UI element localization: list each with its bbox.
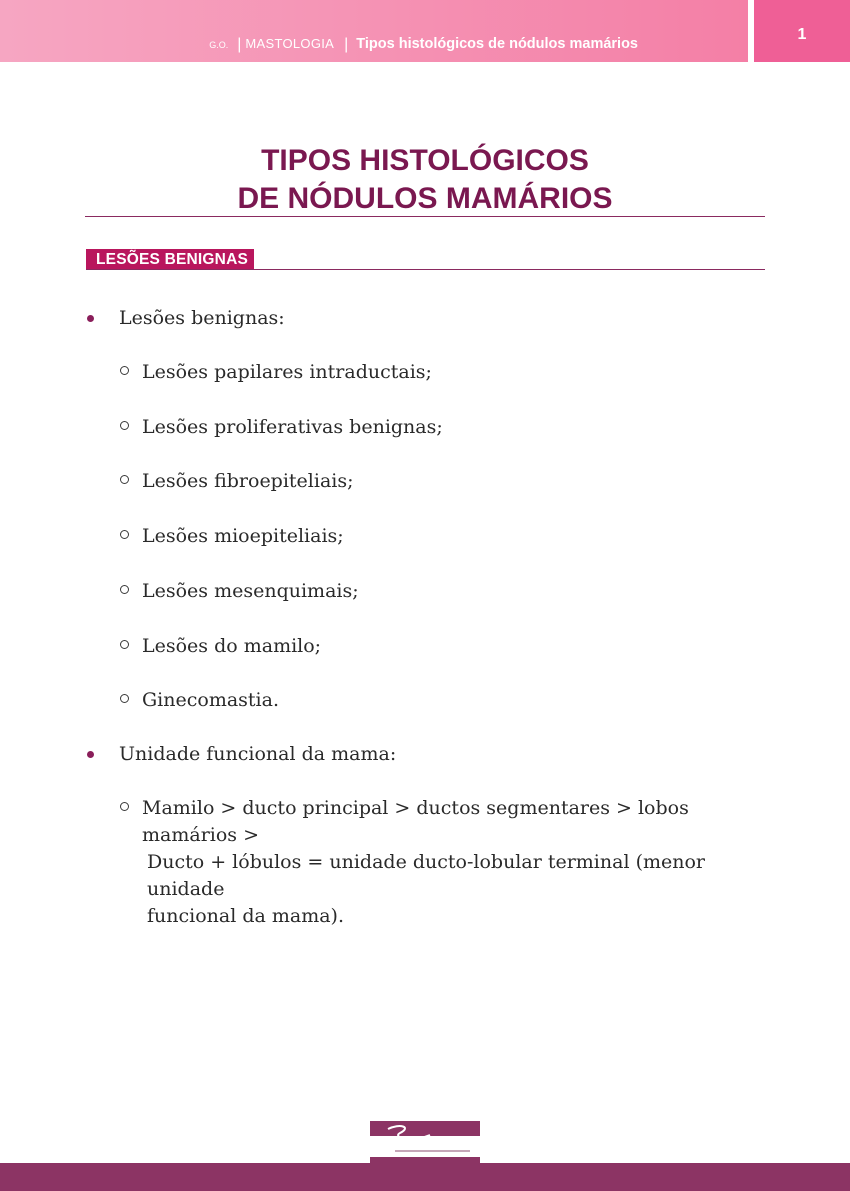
sub-list-item <box>142 795 742 930</box>
sub-list-item: Lesões proliferativas benignas; <box>142 416 443 438</box>
bullet-ring-icon <box>120 421 129 430</box>
bullet-dot-icon <box>87 751 94 758</box>
page-number: 1 <box>797 26 807 43</box>
header-go-label: G.O. <box>209 40 229 50</box>
header-separator: | <box>344 36 349 53</box>
bullet-ring-icon <box>120 694 129 703</box>
title-line-2: DE NÓDULOS MAMÁRIOS <box>237 182 613 215</box>
sub-item-line: Ducto + lóbulos = unidade ducto-lobular terminal (menor unidade <box>147 851 705 900</box>
header-section: MASTOLOGIA <box>245 36 335 51</box>
bullet-ring-icon <box>120 366 129 375</box>
sub-list-item: Lesões fibroepiteliais; <box>142 470 354 492</box>
header-topic: Tipos histológicos de nódulos mamários <box>356 36 638 52</box>
bullet-ring-icon <box>120 475 129 484</box>
bullet-ring-icon <box>120 802 129 811</box>
bullet-dot-icon <box>87 315 94 322</box>
footer-band <box>0 1163 850 1191</box>
sub-list-item: Lesões mesenquimais; <box>142 580 359 602</box>
bullet-ring-icon <box>120 530 129 539</box>
sub-list-item: Lesões do mamilo; <box>142 635 322 657</box>
list-item: Unidade funcional da mama: <box>119 743 397 765</box>
list-item: Lesões benignas: <box>119 307 285 329</box>
sub-list-item: Lesões papilares intraductais; <box>142 361 432 383</box>
publisher-logo <box>370 1121 480 1163</box>
section-label: LESÕES BENIGNAS <box>86 249 254 270</box>
sub-item-line: funcional da mama). <box>147 905 345 927</box>
title-line-1: TIPOS HISTOLÓGICOS <box>261 144 589 177</box>
sub-list-item: Lesões mioepiteliais; <box>142 525 344 547</box>
bullet-ring-icon <box>120 640 129 649</box>
sub-item-line: Mamilo > ducto principal > ductos segmentares > lobos mamários > <box>142 797 689 846</box>
header-separator: | <box>237 36 242 53</box>
sub-list-item: Ginecomastia. <box>142 689 279 711</box>
bullet-ring-icon <box>120 585 129 594</box>
